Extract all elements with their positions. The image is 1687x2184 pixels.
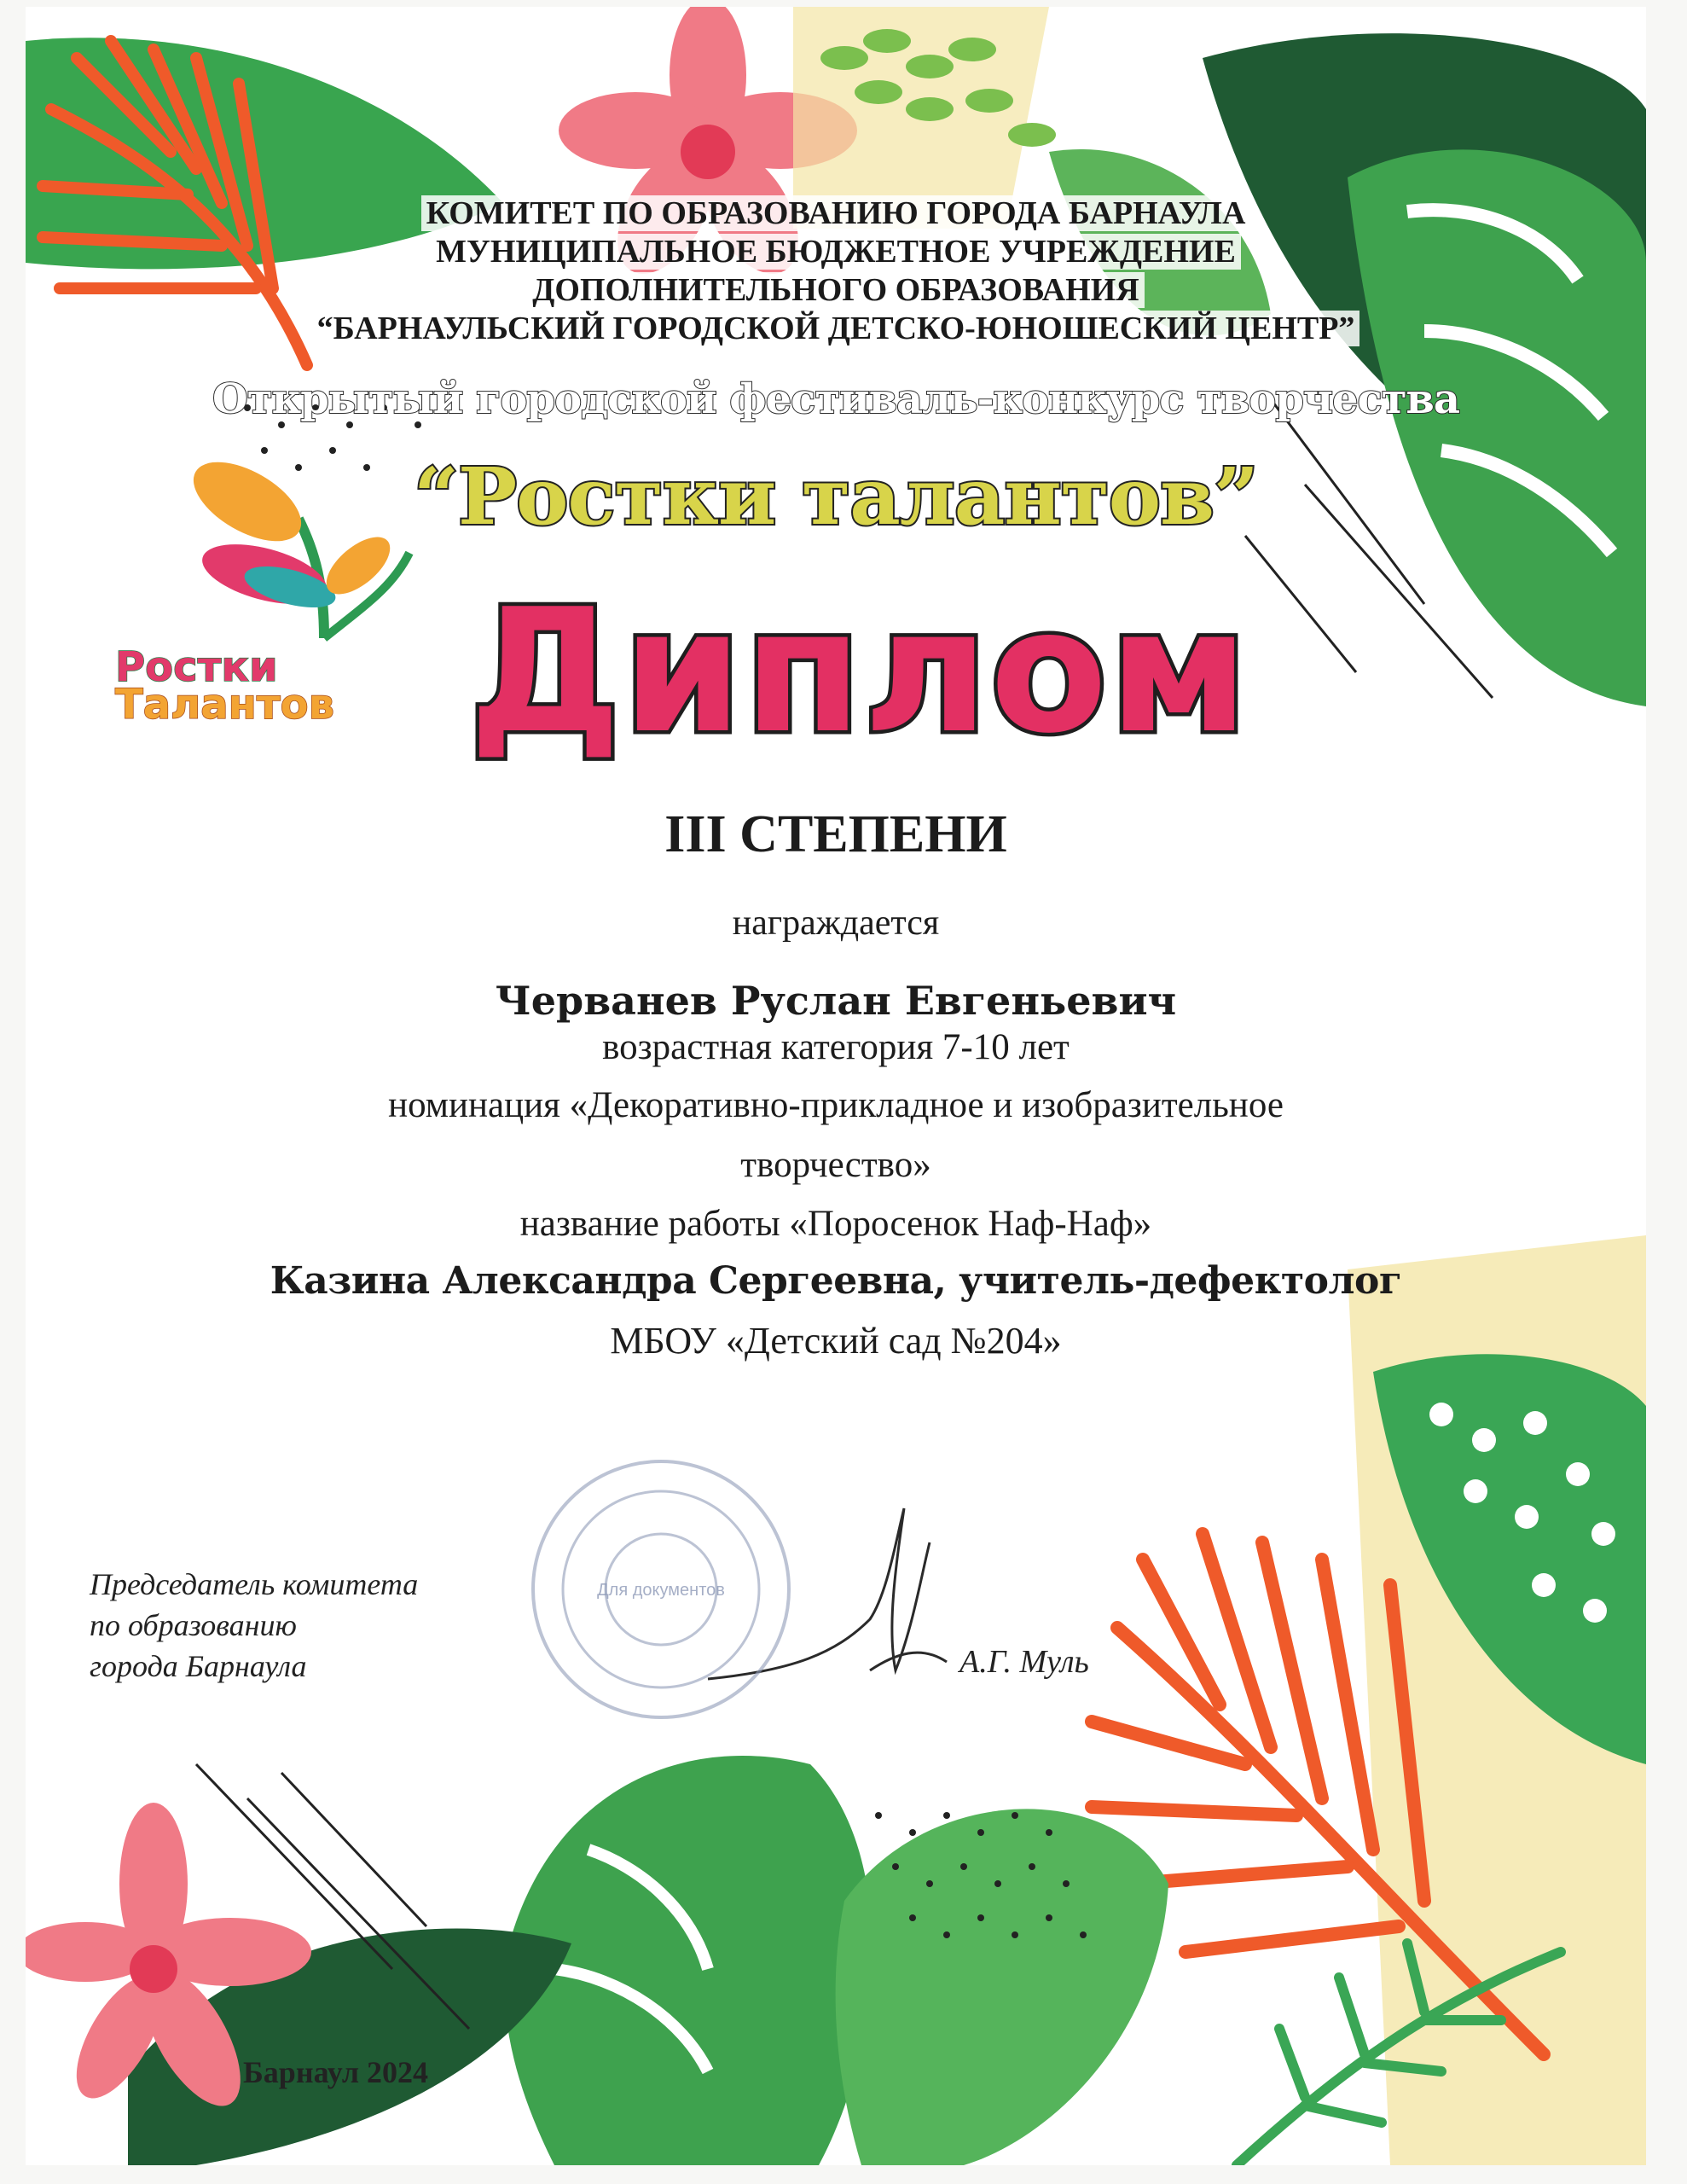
awarded-label: награждается [732,903,940,943]
chair-line-3: города Барнаула [90,1649,307,1683]
nomination-line-2: творчество» [740,1145,931,1185]
header-line-3: ДОПОЛНИТЕЛЬНОГО ОБРАЗОВАНИЯ [26,271,1646,309]
chair-position [90,1564,418,1687]
logo-text [115,643,335,729]
chair-line-1: Председатель комитета [90,1567,419,1601]
diploma-sheet [26,7,1646,2165]
festival-name: “Ростки талантов” [414,450,1258,543]
header-line-1: КОМИТЕТ ПО ОБРАЗОВАНИЮ ГОРОДА БАРНАУЛА [26,195,1646,232]
header-line-2: МУНИЦИПАЛЬНОЕ БЮДЖЕТНОЕ УЧРЕЖДЕНИЕ [26,233,1646,270]
header-line-4: “БАРНАУЛЬСКИЙ ГОРОДСКОЙ ДЕТСКО-ЮНОШЕСКИЙ ЦЕНТР” [26,310,1646,347]
festival-subtitle: Открытый городской фестиваль-конкурс творчества [212,375,1459,423]
logo-line-1: Ростки [115,643,278,691]
degree: III СТЕПЕНИ [664,805,1007,863]
nomination-line-1: номинация «Декоративно-прикладное и изобразительное [388,1085,1284,1125]
chair-line-2: по образованию [90,1608,297,1642]
recipient-name: Черванев Руслан Евгеньевич [495,978,1177,1024]
logo-line-2: Талантов [115,681,335,729]
city-year: Барнаул 2024 [243,2055,429,2089]
age-category: возрастная категория 7-10 лет [602,1027,1070,1067]
organization: МБОУ «Детский сад №204» [610,1320,1062,1362]
teacher: Казина Александра Сергеевна, учитель-дефектолог [270,1259,1402,1303]
work-title: название работы «Поросенок Наф-Наф» [519,1204,1152,1244]
signer-name: А.Г. Муль [959,1644,1089,1680]
official-stamp [520,1449,802,1730]
stamp-text: Для документов [597,1581,725,1600]
diploma-title: Диплом [469,572,1250,771]
